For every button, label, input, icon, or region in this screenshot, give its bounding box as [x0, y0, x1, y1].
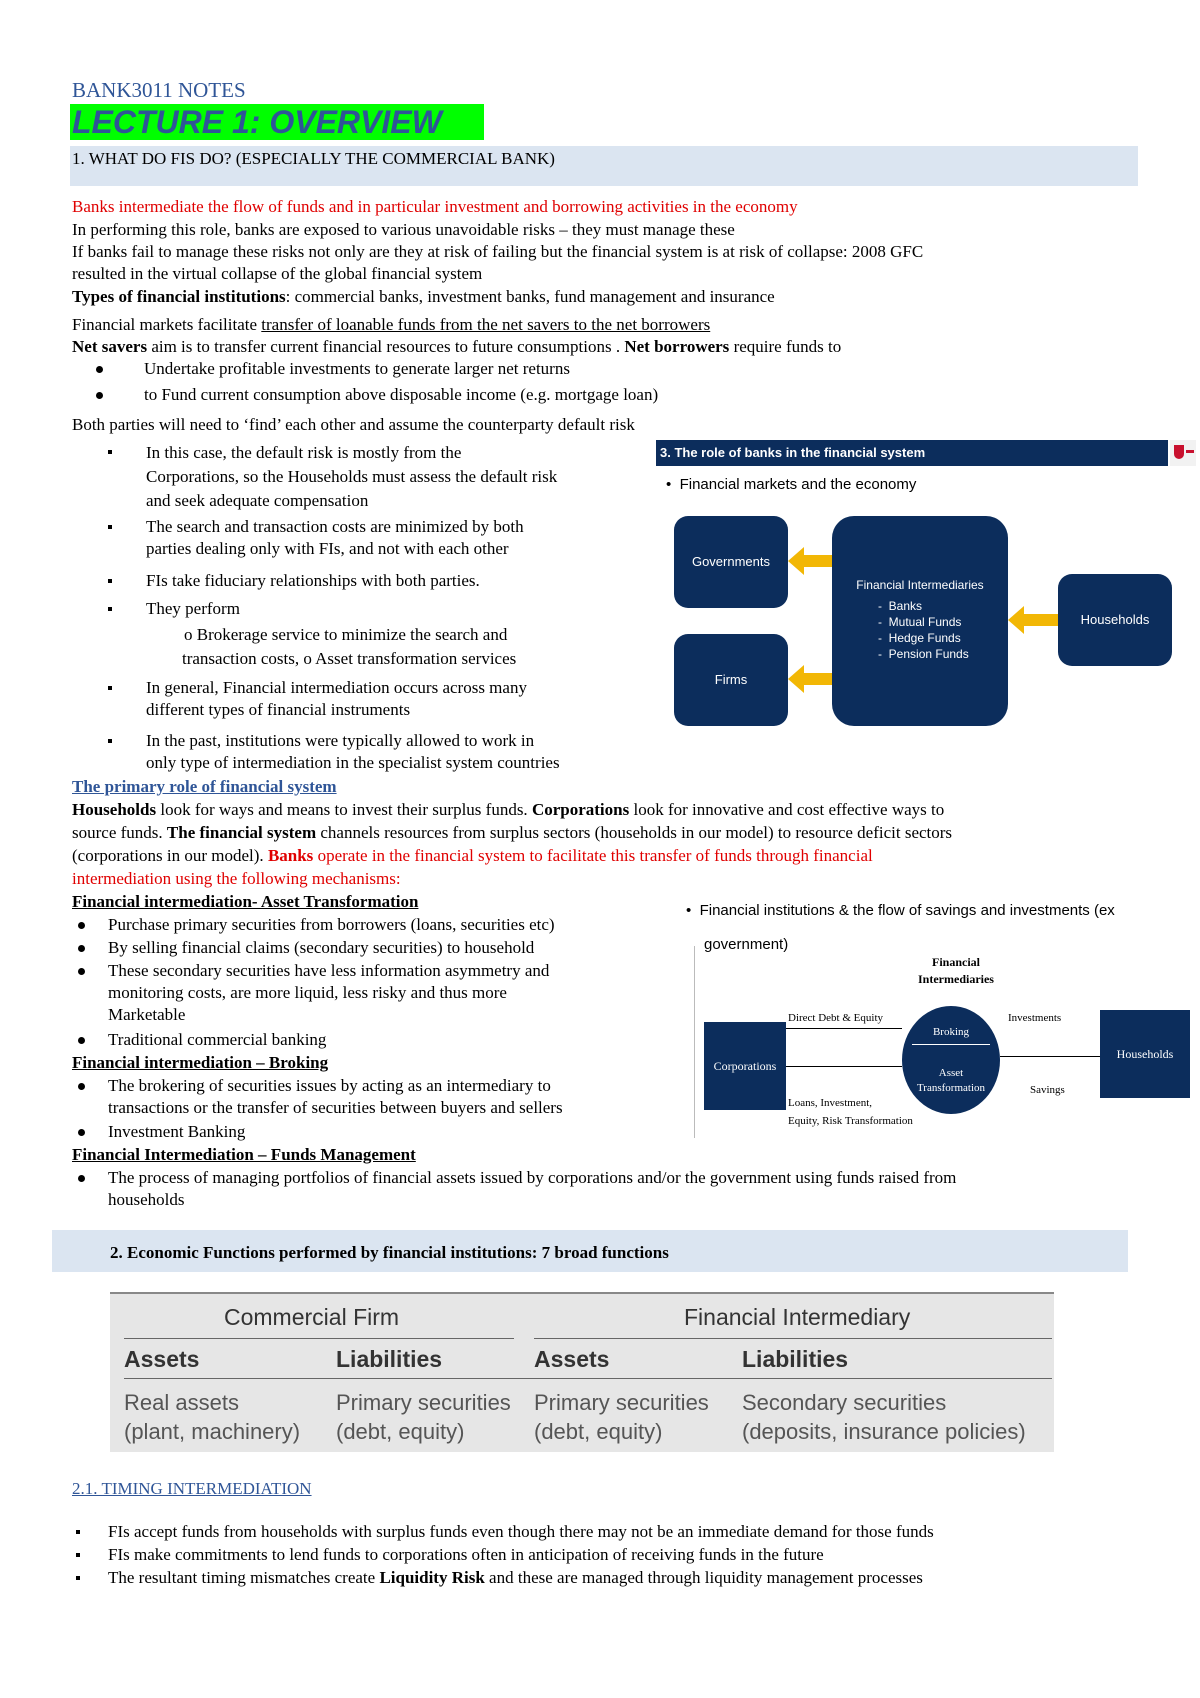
section-1-heading: 1. WHAT DO FIS DO? (ESPECIALLY THE COMMERCIAL BANK) [72, 149, 555, 168]
figure-2-title: • Financial institutions & the flow of savings and investments (ex government) [686, 902, 1115, 953]
cf-liabilities-cell: Primary securities (debt, equity) [336, 1390, 511, 1444]
commercial-firm-header: Commercial Firm [224, 1304, 400, 1330]
types-of-fi: Types of financial institutions: commercial banks, investment banks, fund management and insurance [72, 287, 775, 306]
loans-label: Loans, Investment, Equity, Risk Transformation [788, 1097, 913, 1127]
university-logo-icon [1170, 440, 1196, 466]
fi-assets-header: Assets [534, 1346, 610, 1372]
arrow-to-firms-icon [788, 662, 832, 696]
net-savers-text: Net savers aim is to transfer current financial resources to future consumptions . Net borrowers require funds to [72, 337, 842, 356]
fi-circle: Broking Asset Transformation [902, 1006, 1000, 1114]
fi-liabilities-cell: Secondary securities (deposits, insurance policies) [742, 1390, 1026, 1444]
fi-liabilities-header: Liabilities [742, 1346, 849, 1372]
households-box-2: Households [1100, 1010, 1190, 1098]
primary-role-line-2: source funds. The financial system channels resources from surplus sectors (households in our model) to resource deficit sectors [72, 823, 953, 842]
perform-sub-1: o Brokerage service to minimize the search and [184, 625, 508, 644]
asset-transformation-heading: Financial intermediation- Asset Transformation [72, 892, 419, 911]
arrow-from-households-icon [1008, 603, 1058, 637]
figure-title: 3. The role of banks in the financial system [660, 445, 926, 460]
figure-role-of-banks [656, 440, 1196, 730]
firms-box: Firms [674, 634, 788, 726]
financial-intermediaries-box: Financial Intermediaries - Banks - Mutual Funds - Hedge Funds - Pension Funds [832, 516, 1008, 726]
section-2-1-heading: 2.1. TIMING INTERMEDIATION [72, 1479, 312, 1498]
fi-assets-cell: Primary securities (debt, equity) [534, 1390, 709, 1444]
connector-line-left [786, 1066, 902, 1067]
financial-intermediary-header: Financial Intermediary [684, 1304, 911, 1330]
arrow-to-governments-icon [788, 544, 832, 578]
comparison-table [110, 1292, 1054, 1452]
connector-line-top [786, 1028, 902, 1029]
figure-subtitle: • Financial markets and the economy [666, 476, 917, 493]
perform-sub-2: transaction costs, o Asset transformation services [182, 649, 517, 668]
direct-label: Direct Debt & Equity [788, 1012, 884, 1024]
cf-assets-cell: Real assets (plant, machinery) [124, 1390, 301, 1444]
primary-role-line-1: Households look for ways and means to invest their surplus funds. Corporations look for innovative and cost effective ways to [72, 800, 945, 819]
fi-label: Financial Intermediaries [918, 955, 994, 986]
both-parties-text: Both parties will need to ‘find’ each other and assume the counterparty default risk [72, 415, 635, 434]
lecture-title: LECTURE 1: OVERVIEW [72, 104, 442, 140]
banks-intermediate-text: Banks intermediate the flow of funds and in particular investment and borrowing activities in the economy [72, 197, 798, 216]
households-box: Households [1058, 574, 1172, 666]
cf-assets-header: Assets [124, 1346, 200, 1372]
gfc-text-1: If banks fail to manage these risks not only are they at risk of failing but the financial system is at risk of collapse: 2008 GFC [72, 242, 924, 261]
risk-text: In performing this role, banks are exposed to various unavoidable risks – they must manage these [72, 220, 735, 239]
governments-box: Governments [674, 516, 788, 608]
cf-liabilities-header: Liabilities [336, 1346, 443, 1372]
broking-heading: Financial intermediation – Broking [72, 1053, 329, 1072]
figure-flow-of-savings [680, 888, 1200, 1152]
connector-line-right [1000, 1056, 1100, 1057]
section-2-heading: 2. Economic Functions performed by financial institutions: 7 broad functions [110, 1243, 669, 1262]
figure-2-border-left [694, 946, 695, 1138]
corporations-box: Corporations [704, 1022, 786, 1110]
course-title: BANK3011 NOTES [72, 78, 246, 102]
financial-markets-text: Financial markets facilitate transfer of loanable funds from the net savers to the net borrowers [72, 315, 711, 334]
savings-label: Savings [1030, 1084, 1065, 1096]
figure-title-bar [656, 440, 1168, 466]
primary-role-heading: The primary role of financial system [72, 777, 337, 796]
gfc-text-2: resulted in the virtual collapse of the global financial system [72, 264, 483, 283]
primary-role-line-3: (corporations in our model). Banks operate in the financial system to facilitate this transfer of funds through financial [72, 846, 873, 865]
funds-management-heading: Financial Intermediation – Funds Management [72, 1145, 416, 1164]
investments-label: Investments [1008, 1012, 1062, 1024]
primary-role-line-4: intermediation using the following mechanisms: [72, 869, 401, 888]
